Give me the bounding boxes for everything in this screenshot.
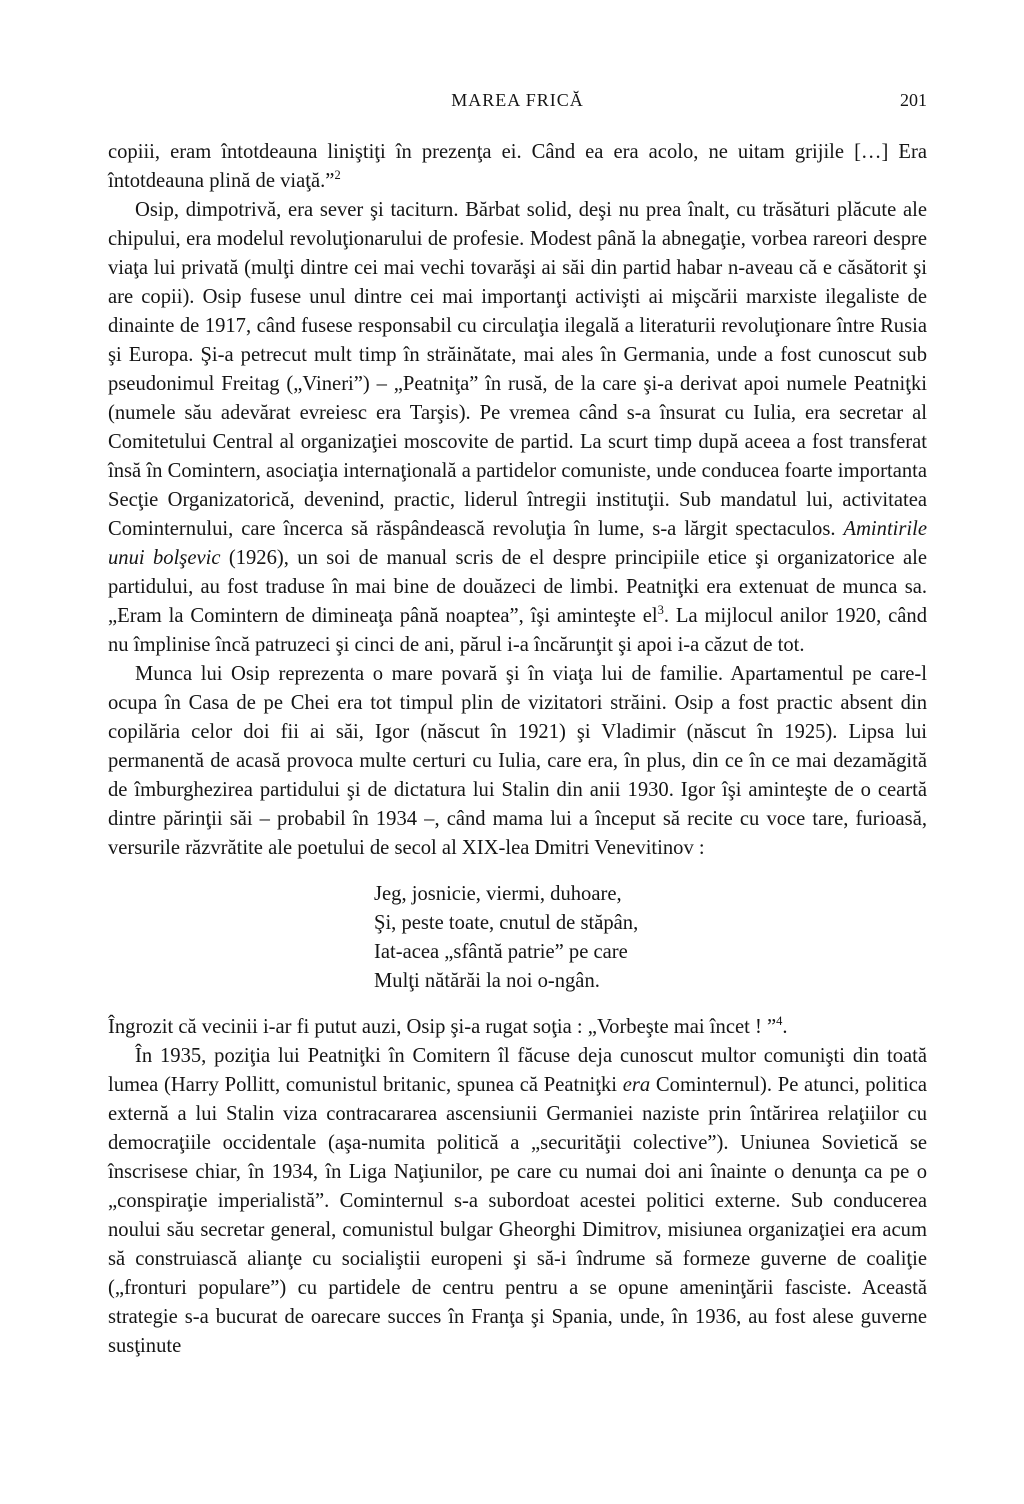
paragraph (108, 138, 927, 196)
verse-line: Jeg, josnicie, viermi, duhoare, (374, 883, 622, 905)
footnote-ref: 4 (776, 1014, 783, 1029)
text-run: Cominternul). Pe atunci, politica externă a lui Stalin viza contracararea ascensiunii Germaniei naziste prin întărirea relaţiilor cu democraţiile occidentale (aşa-numita politică a „securităţii colective”). Uniunea Sovietică se înscrisese chiar, în 1934, în Liga Naţiunilor, pe care cu numai doi ani înainte o denunţa ca pe o „conspiraţie imperialistă”. Cominternul s-a subordoat acestei politici externe. Sub conducerea noului său secretar general, comunistul bulgar Gheorghi Dimitrov, misiunea organizaţiei era acum să construiască alianţe cu socialiştii europeni şi să-i îndrume să formeze guverne de coaliţie („fronturi populare”) cu partidele de centru pentru a se opune ameninţării fasciste. Această strategie s-a bucurat de oarecare succes în Franţa şi Spania, unde, în 1936, au fost alese guverne susţinute (108, 1074, 928, 1357)
text-run: copiii, eram întotdeauna liniştiţi în prezenţa ei. Când ea era acolo, ne uitam grijile […] Era întotdeauna plină de viaţă.” (108, 141, 927, 192)
italic-run: Amintirile unui bolşevic (108, 518, 927, 569)
text-run: (1926), un soi de manual scris de el despre principiile etice şi organizatorice ale partidului, au fost traduse în mai bine de douăzeci de limbi. Peatniţki era extenuat de munca sa. „Eram la Comintern de dimineaţa până noaptea”, îşi aminteşte el (108, 547, 927, 627)
running-head-title: MAREA FRICĂ (451, 90, 584, 110)
verse-line: Şi, peste toate, cnutul de stăpân, (374, 912, 639, 934)
verse-block (374, 880, 927, 996)
italic-run: era (622, 1074, 651, 1096)
verse-line: Iat-acea „sfântă patrie” pe care (374, 941, 628, 963)
paragraph (108, 196, 927, 660)
text-run: . (782, 1016, 788, 1038)
paragraph (108, 1013, 927, 1042)
text-run: Îngrozit că vecinii i-ar fi putut auzi, Osip şi-a rugat soţia : „Vorbeşte mai încet ! ” (108, 1016, 777, 1038)
page-body (108, 138, 927, 1361)
page-number: 201 (900, 90, 927, 110)
footnote-ref: 3 (657, 603, 664, 618)
paragraph (108, 660, 927, 863)
text-run: . La mijlocul anilor 1920, când nu împlinise încă patruzeci şi cinci de ani, părul i-a încărunţit şi apoi i-a căzut de tot. (108, 605, 927, 656)
text-run: Munca lui Osip reprezenta o mare povară şi în viaţa lui de familie. Apartamentul pe care-l ocupa în Casa de pe Chei era tot timpul plin de vizitatori străini. Osip a fost practic absent din copilăria celor doi fii ai săi, Igor (născut în 1921) şi Vladimir (născut în 1925). Lipsa lui permanentă de acasă provoca multe certuri cu Iulia, care era, în plus, din ce în ce mai dezamăgită de îmburghezirea partidului şi de dictatura lui Stalin din anii 1930. Igor îşi aminteşte de o ceartă dintre părinţii săi – probabil în 1934 –, când mama lui a început să recite cu voce tare, furioasă, versurile răzvrătite ale poetului de secol al XIX-lea Dmitri Venevitinov : (108, 663, 927, 859)
text-run: Osip, dimpotrivă, era sever şi taciturn. Bărbat solid, deşi nu prea înalt, cu trăsături plăcute ale chipului, era modelul revoluţionarului de profesie. Modest până la abnegaţie, vorbea rareori despre viaţa lui privată (mulţi dintre cei mai vechi tovarăşi ai săi din partid habar n-aveau că e căsătorit şi are copii). Osip fusese unul dintre cei mai importanţi activişti ai mişcării marxiste ilegaliste de dinainte de 1917, când fusese responsabil cu circulaţia ilegală a literaturii revoluţionare între Rusia şi Europa. Şi-a petrecut mult timp în străinătate, mai ales în Germania, unde a fost cunoscut sub pseudonimul Freitag („Vineri”) – „Peatniţa” în rusă, de la care şi-a derivat apoi numele Peatniţki (numele său adevărat evreiesc era Tarşis). Pe vremea când s-a însurat cu Iulia, era secretar al Comitetului Central al organizaţiei moscovite de partid. La scurt timp după aceea a fost transferat însă în Comintern, asociaţia internaţională a partidelor comuniste, unde conducea foarte importanta Secţie Organizatorică, devenind, practic, liderul întregii instituţii. Sub mandatul lui, activitatea Cominternului, care încerca să răspândească revoluţia în lume, s-a lărgit spectaculos. (108, 199, 927, 540)
footnote-ref: 2 (334, 168, 341, 183)
paragraph (108, 1042, 927, 1361)
verse-line: Mulţi nătărăi la noi o-ngân. (374, 970, 600, 992)
text-run: În 1935, poziţia lui Peatniţki în Comitern îl făcuse deja cunoscut multor comunişti din toată lumea (Harry Pollitt, comunistul britanic, spunea că Peatniţki (108, 1045, 927, 1096)
page-header (108, 90, 927, 116)
